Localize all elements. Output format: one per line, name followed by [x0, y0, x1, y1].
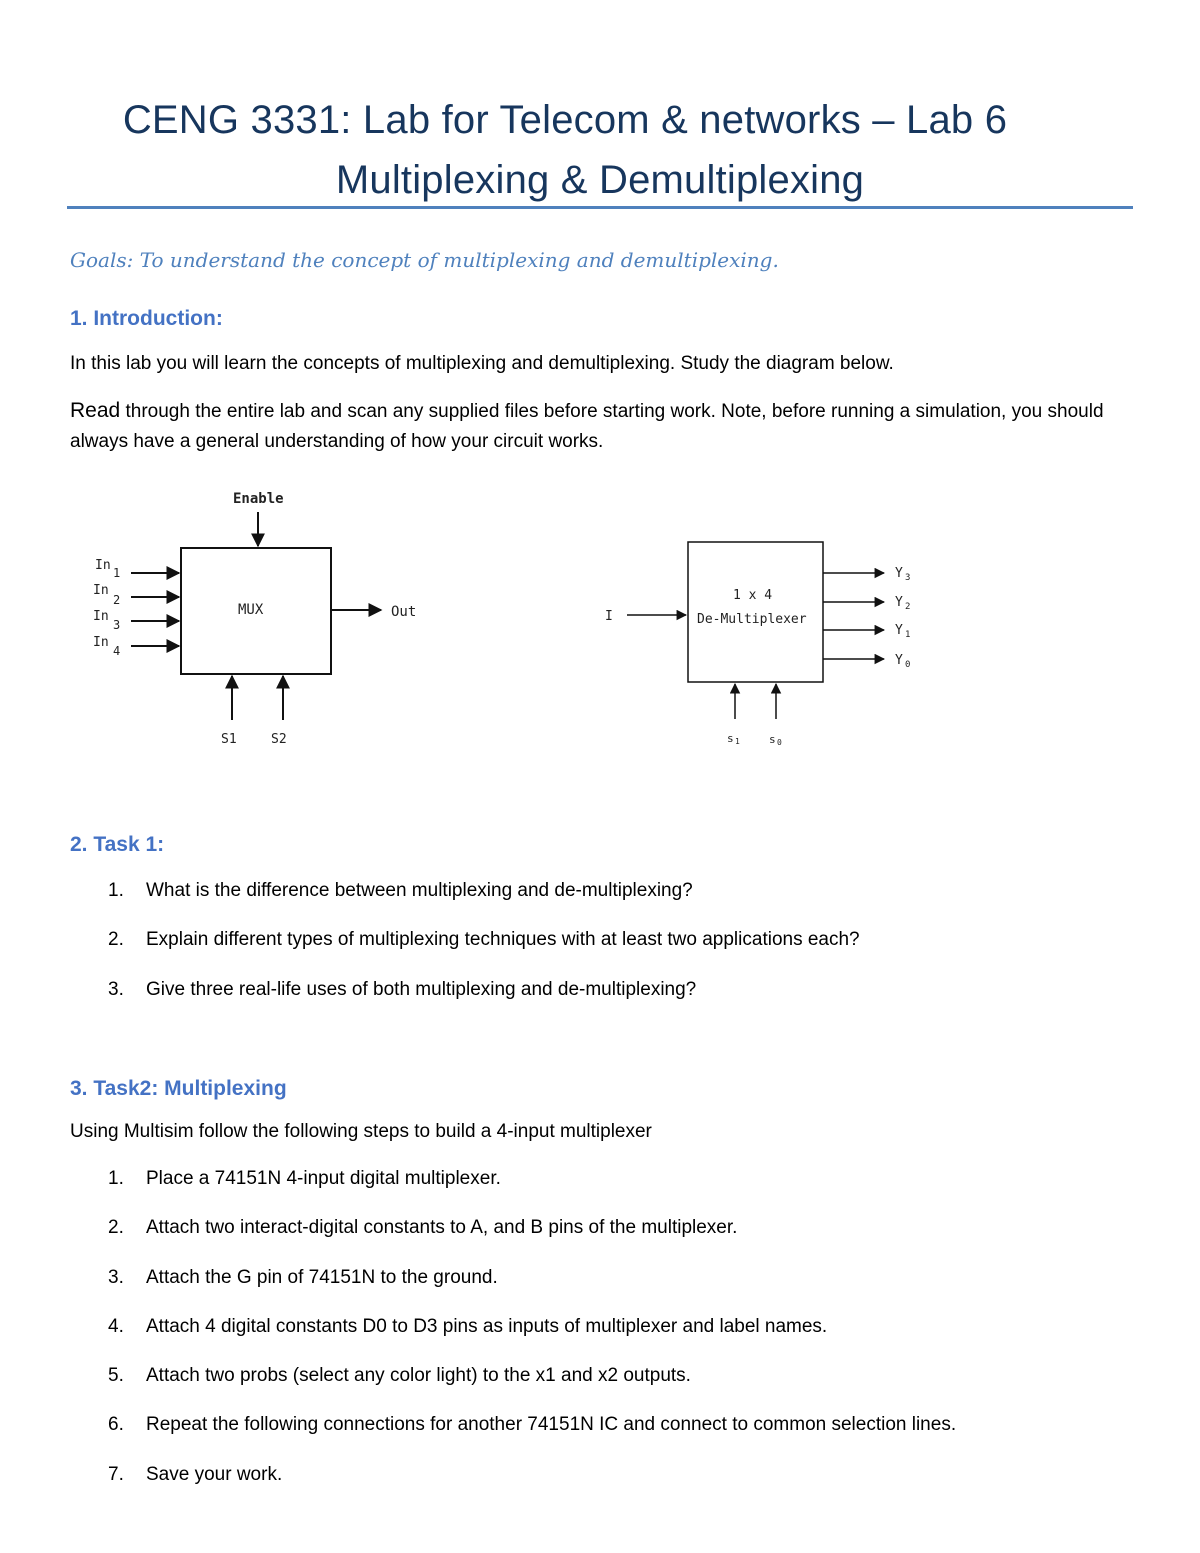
- read-word: Read: [70, 399, 121, 422]
- mux-block: [93, 491, 416, 747]
- demux-select-0-sub: 0: [777, 738, 782, 747]
- demux-output-2-sub: 2: [905, 602, 911, 612]
- mux-input-4: [93, 635, 179, 658]
- demux-input-label: I: [605, 609, 613, 624]
- task2-item-1: Place a 74151N 4-input digital multiplexer.: [146, 1168, 501, 1189]
- mux-enable-label: Enable: [233, 491, 284, 507]
- mux-input-2: [93, 583, 179, 607]
- task2-item-3: Attach the G pin of 74151N to the ground.: [146, 1266, 498, 1288]
- mux-input-2-label: In: [93, 583, 109, 598]
- list-item: 2. Explain different types of multiplexing techniques with at least two applications each?: [108, 929, 860, 951]
- task1-list: [108, 880, 860, 1028]
- list-item: 3. Attach the G pin of 74151N to the ground.: [108, 1266, 498, 1288]
- list-item: 6. Repeat the following connections for another 74151N IC and connect to common selection lines.: [108, 1414, 957, 1436]
- document-title-line2: Multiplexing & Demultiplexing: [335, 158, 865, 202]
- task2-heading: 3. Task2: Multiplexing: [70, 1077, 287, 1100]
- demux-select-1-label: s: [727, 732, 734, 745]
- mux-box-label: MUX: [238, 602, 264, 618]
- mux-input-4-label: In: [93, 635, 109, 650]
- list-item: 5. Attach two probs (select any color light) to the x1 and x2 outputs.: [108, 1365, 691, 1387]
- demux-output-2: [823, 595, 910, 612]
- intro-heading: 1. Introduction:: [70, 307, 223, 330]
- mux-input-2-sub: 2: [113, 593, 121, 607]
- demux-select-0-label: s: [769, 733, 776, 746]
- task2-item-2: Attach two interact-digital constants to A, and B pins of the multiplexer.: [146, 1217, 738, 1239]
- mux-select-1-label: S1: [221, 732, 237, 747]
- demux-select-1-sub: 1: [735, 737, 740, 746]
- task2-item-5: Attach two probs (select any color light) to the x1 and x2 outputs.: [146, 1365, 691, 1387]
- demux-output-2-label: Y: [895, 595, 903, 610]
- demux-block: [605, 542, 910, 747]
- mux-input-4-sub: 4: [113, 644, 121, 658]
- mux-input-1-sub: 1: [113, 566, 121, 580]
- demux-output-1-sub: 1: [905, 630, 911, 640]
- list-item: 1. What is the difference between multiplexing and de-multiplexing?: [108, 880, 693, 901]
- demux-box-line1: 1 x 4: [733, 588, 773, 603]
- list-item: 7. Save your work.: [108, 1463, 283, 1485]
- task1-item-3: Give three real-life uses of both multiplexing and de-multiplexing?: [146, 978, 697, 1000]
- intro-paragraph-2: [70, 396, 1130, 457]
- task1-heading: 2. Task 1:: [70, 833, 165, 856]
- mux-input-3: [93, 609, 179, 632]
- list-item: 3. Give three real-life uses of both multiplexing and de-multiplexing?: [108, 978, 697, 1000]
- mux-input-3-sub: 3: [113, 618, 121, 632]
- mux-input-1: [95, 558, 179, 580]
- demux-output-0-label: Y: [895, 653, 903, 668]
- list-item: 4. Attach 4 digital constants D0 to D3 pins as inputs of multiplexer and label names.: [108, 1315, 828, 1337]
- mux-demux-diagram: [0, 470, 1200, 770]
- demux-output-1-label: Y: [895, 623, 903, 638]
- goals-text: Goals: To understand the concept of multiplexing and demultiplexing.: [70, 248, 779, 272]
- intro-paragraph-1: In this lab you will learn the concepts of multiplexing and demultiplexing. Study the diagram below.: [70, 353, 894, 374]
- task2-list: [108, 1168, 956, 1513]
- document-title-line1: CENG 3331: Lab for Telecom & networks – Lab 6: [122, 98, 1008, 142]
- mux-input-3-label: In: [93, 609, 109, 624]
- title-divider: [67, 206, 1133, 209]
- demux-output-3-label: Y: [895, 566, 903, 581]
- mux-input-1-label: In: [95, 558, 111, 573]
- task2-item-7: Save your work.: [146, 1463, 283, 1485]
- task1-item-2: Explain different types of multiplexing techniques with at least two applications each?: [146, 929, 860, 951]
- list-item: 1. Place a 74151N 4-input digital multiplexer.: [108, 1168, 501, 1189]
- demux-box-line2: De-Multiplexer: [697, 612, 807, 627]
- mux-output-label: Out: [391, 604, 417, 620]
- demux-output-0: [823, 653, 910, 670]
- task2-item-4: Attach 4 digital constants D0 to D3 pins as inputs of multiplexer and label names.: [146, 1315, 828, 1337]
- demux-output-3: [823, 566, 910, 583]
- intro-paragraph-2-rest: through the entire lab and scan any supplied files before starting work. Note, before running a simulation, you should always have a general understanding of how your circuit works.: [70, 401, 1104, 452]
- mux-select-2-label: S2: [271, 732, 287, 747]
- task2-item-6: Repeat the following connections for another 74151N IC and connect to common selection lines.: [146, 1414, 957, 1436]
- task1-item-1: What is the difference between multiplexing and de-multiplexing?: [146, 880, 693, 901]
- demux-output-0-sub: 0: [905, 660, 911, 670]
- list-item: 2. Attach two interact-digital constants to A, and B pins of the multiplexer.: [108, 1217, 738, 1239]
- demux-output-1: [823, 623, 910, 640]
- demux-output-3-sub: 3: [905, 573, 911, 583]
- task2-intro: Using Multisim follow the following steps to build a 4-input multiplexer: [70, 1121, 652, 1142]
